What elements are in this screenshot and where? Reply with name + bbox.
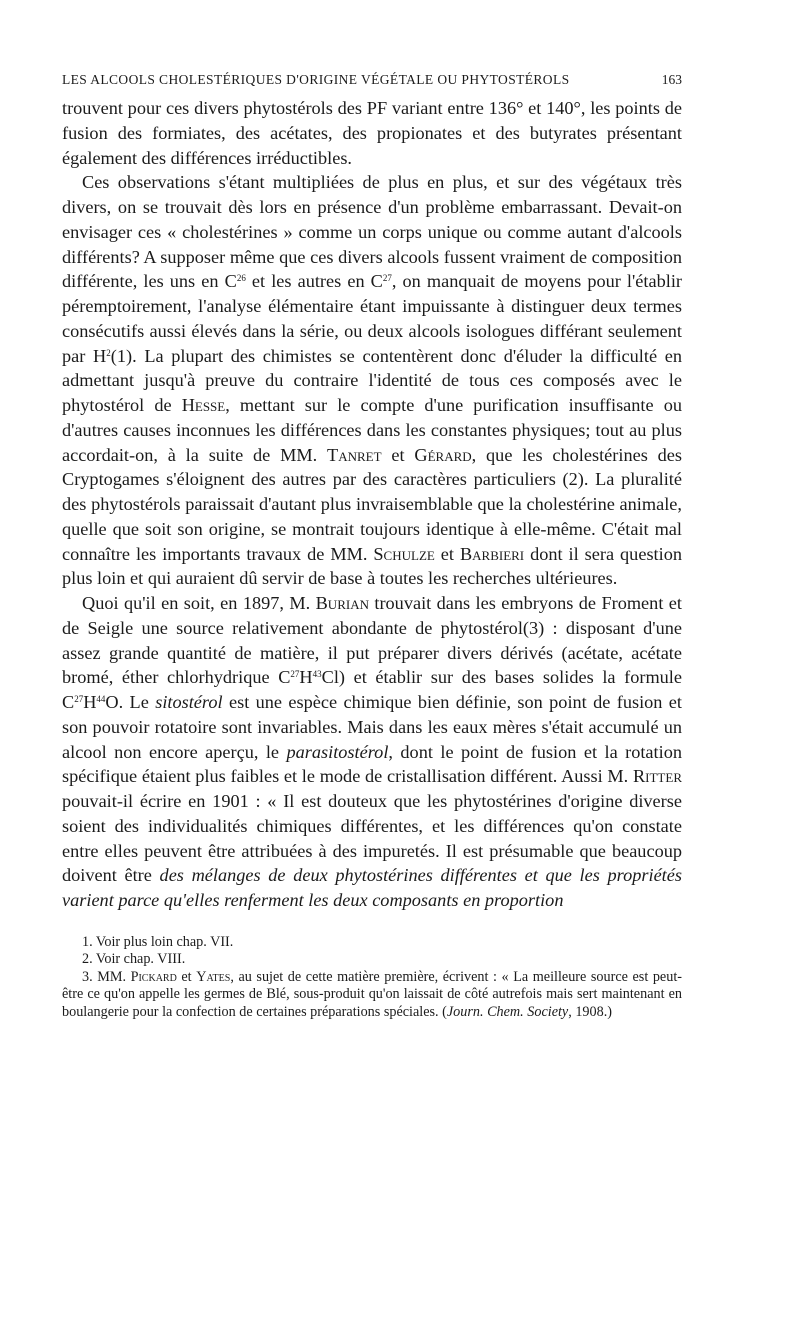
p3-text-j: pouvait-il écrire en 1901 : « Il est douteux que les phytostérines d'origine diverse soient des individualités chimiques différentes, et les différences qu'on constate entre elles peuvent être attribuées à des impuretés. Il est présumable que beaucoup doivent être [62,791,682,886]
p2-text-j: dont il sera question plus loin et qui auraient dû servir de base à toutes les recherches ultérieures. [62,543,682,589]
fn3-text-c: , au sujet de cette matière première, écrivent : « La meilleure source est peut-être ce qu'on appelle les germes de Blé, sous-produit qu'on laissait de côté autrefois mais sert maintenant en boulangerie pour la confection de certaines préparations spéciales. ( [62,968,682,1020]
p2-text-i: et [434,543,460,564]
p3-text-a: Quoi qu'il en soit, en 1897, M. [82,593,316,613]
superscript: 27 [382,273,392,284]
superscript: 27 [74,694,84,704]
running-title: LES ALCOOLS CHOLESTÉRIQUES D'ORIGINE VÉGÉTALE OU PHYTOSTÉROLS [62,72,570,87]
author-name: Schulze [373,543,435,564]
author-name: Ritter [632,766,682,787]
p3-text-i: , dont le point de fusion et la rotation spécifique étaient plus faibles et le mode de cristallisation différent. Aussi M. [62,741,682,787]
p2-text-e: , mettant sur le compte d'une purification insuffisante ou d'autres causes inconnues les différences dans les constantes physiques; tout au plus accordait-on, à la suite de MM. [62,395,682,465]
p3-text-d: H [299,667,313,688]
superscript: 43 [312,669,322,680]
paragraph-1 [62,96,682,170]
italic-term: sitostérol [155,692,223,712]
author-name: Yates [196,968,231,985]
footnote-ref-3: (3) [522,617,545,638]
italic-term: parasitostérol [286,741,389,762]
p3-text-h: est une espèce chimique bien définie, son point de fusion et son pouvoir rotatoire sont invariables. Mais dans les eaux mères s'était accumulé un alcool non encore aperçu, le [62,692,682,762]
fn3-text-a: 3. MM. [82,968,131,985]
page-number: 163 [661,72,682,87]
book-page [62,72,682,1021]
author-name: Burian [315,593,369,613]
p3-text-f: H [83,692,97,712]
paragraph-3 [62,591,682,913]
fn3-text-d: , 1908.) [568,1003,612,1020]
main-text [62,96,682,913]
journal-title: Journ. Chem. Society [446,1003,569,1020]
author-name: Barbieri [459,543,525,564]
superscript: 44 [96,694,106,704]
italic-quote: des mélanges de deux phytostérines différentes et que les propriétés varient parce qu'elles renferment les deux composants en proportion [62,865,682,910]
p3-text-g: O. Le [105,692,156,712]
superscript: 27 [290,669,300,680]
footnotes [62,934,682,1022]
author-name: Gérard [414,444,472,465]
superscript: 26 [236,273,246,284]
p2-text-b: et les autres en C [245,271,383,292]
author-name: Hesse [181,395,226,415]
p3-text-c: : disposant d'une assez grande quantité de matière, il put préparer divers dérivés (acétate, acétate bromé, éther chlorhydrique C [62,617,682,688]
footnote-ref-2: (2) [562,469,584,490]
author-name: Tanret [327,444,382,465]
footnote-3 [62,969,682,1022]
footnote-2: 2. Voir chap. VIII. [82,951,186,968]
footnote-1: 1. Voir plus loin chap. VII. [82,933,234,950]
running-header [62,72,682,88]
superscript: 2 [106,347,111,358]
footnote-ref-1: (1) [110,345,133,366]
paragraph-2 [62,170,682,591]
p2-text-d: . La plupart des chimistes se contentèrent donc d'éluder la difficulté en admettant jusqu'à preuve du contraire l'identité de tous ces composés avec le phytostérol de [62,345,682,415]
p2-text-f: et [381,444,415,465]
p3-text-e: Cl) et établir sur des bases solides la formule C [62,667,682,712]
p2-text-h: . La pluralité des phytostérols paraissait d'autant plus invraisemblable que la cholestérine animale, quelle que soit son origine, se montrait toujours identique à elle-même. C'était mal connaître les importants travaux de MM. [62,469,683,564]
p2-text-g: , que les cholestérines des Cryptogames s'éloignent des autres par des caractères particuliers [62,444,683,490]
p2-text-c: , on manquait de moyens pour l'établir péremptoirement, l'analyse élémentaire étant impuissante à distinguer deux termes consécutifs aussi élevés dans la série, ou deux alcools isologues différant seulement par H [62,271,683,366]
author-name: Pickard [130,968,177,985]
p2-text-a: Ces observations s'étant multipliées de plus en plus, et sur des végétaux très divers, on se trouvait dès lors en présence d'un problème embarrassant. Devait-on envisager ces « cholestérines » comme un corps unique ou comme autant d'alcools différents? A supposer même que ces divers alcools fussent vraiment de composition différente, les uns en C [62,172,682,292]
paragraph-1-text: trouvent pour ces divers phytostérols des PF variant entre 136° et 140°, les points de fusion des formiates, des acétates, des propionates et des butyrates présentant également des différences irréductibles. [62,98,682,168]
fn3-text-b: et [176,968,197,985]
p3-text-b: trouvait dans les embryons de Froment et de Seigle une source relativement abondante de phytostérol [62,593,682,638]
